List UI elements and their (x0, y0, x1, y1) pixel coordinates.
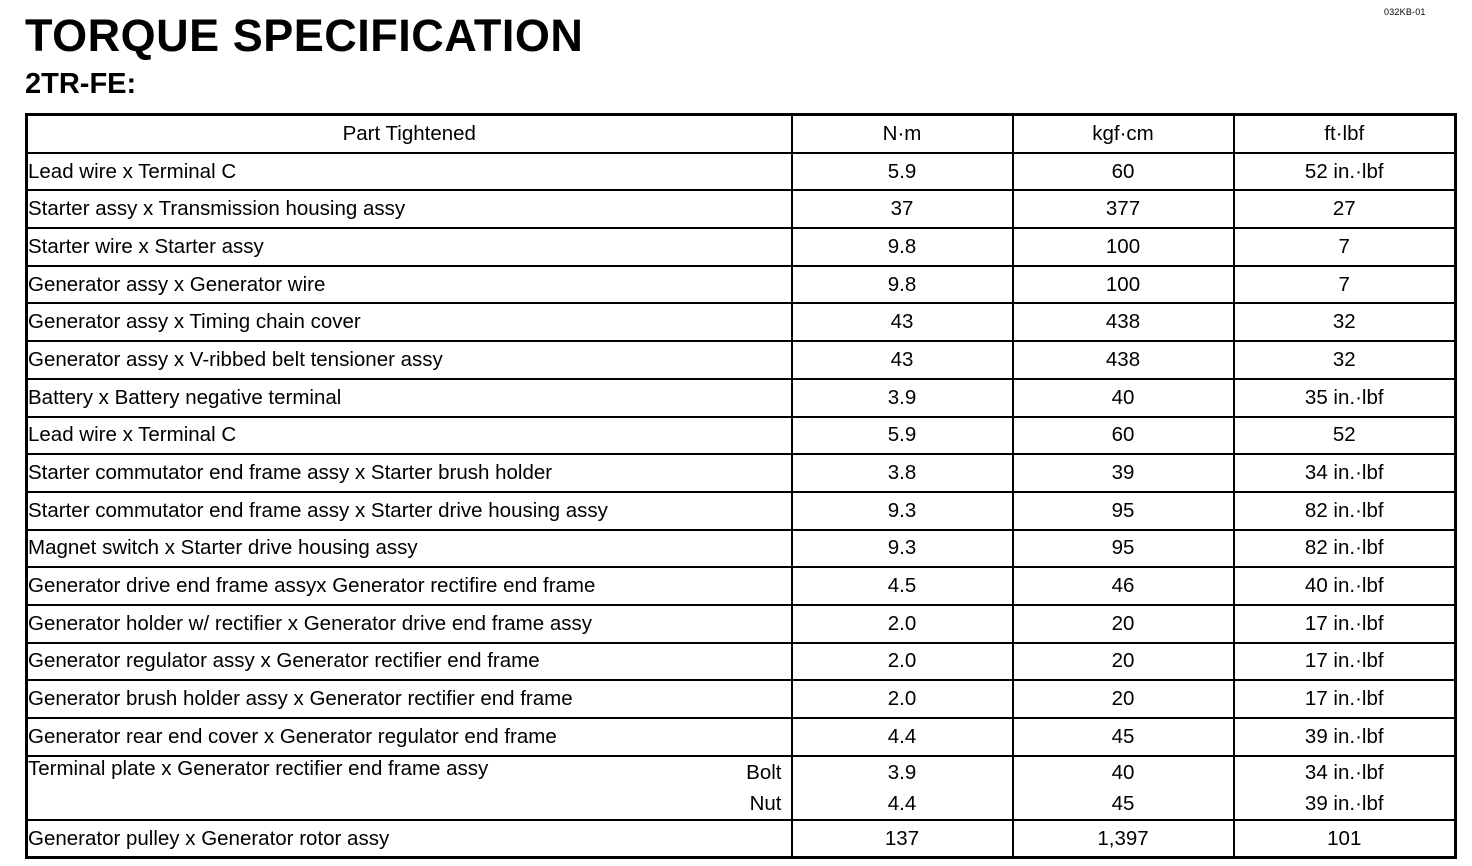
nm-cell: 2.0 (792, 605, 1013, 643)
kgf-cell: 100 (1013, 228, 1234, 266)
ft-cell: 17 in.·lbf (1234, 643, 1456, 681)
table-row (27, 341, 1456, 379)
kgf-cell: 45 (1013, 718, 1234, 756)
nm-cell: 43 (792, 303, 1013, 341)
ft-cell: 52 in.·lbf (1234, 153, 1456, 191)
kgf-cell: 100 (1013, 266, 1234, 304)
table-row (27, 567, 1456, 605)
table-row (27, 266, 1456, 304)
header-part: Part Tightened (27, 115, 792, 153)
table-row (27, 303, 1456, 341)
ft-cell: 32 (1234, 341, 1456, 379)
part-cell: Starter wire x Starter assy (27, 228, 792, 266)
table-row (27, 379, 1456, 417)
nm-cell: 5.9 (792, 153, 1013, 191)
kgf-cell: 438 (1013, 303, 1234, 341)
table-row (27, 153, 1456, 191)
nut-ft: 39 in.·lbf (1304, 791, 1384, 815)
nm-cell: 5.9 (792, 417, 1013, 455)
nm-cell: 137 (792, 820, 1013, 858)
table-row (27, 454, 1456, 492)
bolt-kgf: 40 (1111, 760, 1135, 784)
nm-cell (792, 756, 1013, 820)
nm-cell: 2.0 (792, 643, 1013, 681)
nm-cell: 37 (792, 190, 1013, 228)
header-kgfcm: kgf·cm (1013, 115, 1234, 153)
ft-cell: 32 (1234, 303, 1456, 341)
table-row (27, 680, 1456, 718)
document-code: 032KB-01 (1384, 7, 1426, 17)
header-nm: N·m (792, 115, 1013, 153)
ft-cell: 82 in.·lbf (1234, 492, 1456, 530)
ft-cell: 82 in.·lbf (1234, 530, 1456, 568)
part-cell: Generator assy x Timing chain cover (27, 303, 792, 341)
table-header-row (27, 115, 1456, 153)
torque-table (25, 113, 1457, 859)
part-cell: Generator assy x Generator wire (27, 266, 792, 304)
ft-cell: 7 (1234, 266, 1456, 304)
part-cell (27, 756, 792, 820)
nm-cell: 43 (792, 341, 1013, 379)
kgf-cell: 20 (1013, 643, 1234, 681)
ft-cell: 27 (1234, 190, 1456, 228)
table-row (27, 820, 1456, 858)
nm-cell: 2.0 (792, 680, 1013, 718)
nm-cell: 4.4 (792, 718, 1013, 756)
part-cell: Generator rear end cover x Generator regulator end frame (27, 718, 792, 756)
part-cell: Generator assy x V-ribbed belt tensioner assy (27, 341, 792, 379)
part-cell: Generator holder w/ rectifier x Generator drive end frame assy (27, 605, 792, 643)
ft-cell: 7 (1234, 228, 1456, 266)
ft-cell: 34 in.·lbf (1234, 454, 1456, 492)
nut-label: Nut (749, 791, 782, 815)
nm-cell: 3.8 (792, 454, 1013, 492)
page-title: TORQUE SPECIFICATION (25, 10, 584, 61)
ft-cell (1234, 756, 1456, 820)
bolt-label: Bolt (746, 760, 782, 784)
terminal-part-label: Terminal plate x Generator rectifier end frame assy (28, 756, 489, 780)
kgf-cell: 377 (1013, 190, 1234, 228)
ft-cell: 101 (1234, 820, 1456, 858)
ft-cell: 17 in.·lbf (1234, 680, 1456, 718)
kgf-cell: 46 (1013, 567, 1234, 605)
header-ftlbf: ft·lbf (1234, 115, 1456, 153)
table-row (27, 190, 1456, 228)
nm-cell: 9.8 (792, 228, 1013, 266)
nut-kgf: 45 (1111, 791, 1135, 815)
nm-cell: 9.8 (792, 266, 1013, 304)
part-cell: Magnet switch x Starter drive housing assy (27, 530, 792, 568)
part-cell: Generator pulley x Generator rotor assy (27, 820, 792, 858)
ft-cell: 40 in.·lbf (1234, 567, 1456, 605)
kgf-cell (1013, 756, 1234, 820)
kgf-cell: 95 (1013, 492, 1234, 530)
engine-subtitle: 2TR-FE: (25, 68, 137, 100)
part-cell: Generator regulator assy x Generator rectifier end frame (27, 643, 792, 681)
table-row (27, 228, 1456, 266)
kgf-cell: 39 (1013, 454, 1234, 492)
bolt-ft: 34 in.·lbf (1304, 760, 1384, 784)
part-cell: Lead wire x Terminal C (27, 417, 792, 455)
kgf-cell: 40 (1013, 379, 1234, 417)
table-row (27, 492, 1456, 530)
ft-cell: 52 (1234, 417, 1456, 455)
kgf-cell: 95 (1013, 530, 1234, 568)
kgf-cell: 438 (1013, 341, 1234, 379)
kgf-cell: 60 (1013, 417, 1234, 455)
ft-cell: 35 in.·lbf (1234, 379, 1456, 417)
table-row (27, 718, 1456, 756)
table-row-terminal-plate (27, 756, 1456, 820)
kgf-cell: 60 (1013, 153, 1234, 191)
ft-cell: 39 in.·lbf (1234, 718, 1456, 756)
part-cell: Battery x Battery negative terminal (27, 379, 792, 417)
kgf-cell: 1,397 (1013, 820, 1234, 858)
table-row (27, 530, 1456, 568)
table-row (27, 605, 1456, 643)
bolt-nm: 3.9 (887, 760, 917, 784)
part-cell: Starter commutator end frame assy x Starter drive housing assy (27, 492, 792, 530)
part-cell: Starter commutator end frame assy x Starter brush holder (27, 454, 792, 492)
table-row (27, 643, 1456, 681)
nm-cell: 4.5 (792, 567, 1013, 605)
part-cell: Generator brush holder assy x Generator rectifier end frame (27, 680, 792, 718)
nm-cell: 9.3 (792, 530, 1013, 568)
table-row (27, 417, 1456, 455)
part-cell: Generator drive end frame assyx Generator rectifire end frame (27, 567, 792, 605)
part-cell: Starter assy x Transmission housing assy (27, 190, 792, 228)
nut-nm: 4.4 (887, 791, 917, 815)
part-cell: Lead wire x Terminal C (27, 153, 792, 191)
kgf-cell: 20 (1013, 680, 1234, 718)
nm-cell: 9.3 (792, 492, 1013, 530)
kgf-cell: 20 (1013, 605, 1234, 643)
nm-cell: 3.9 (792, 379, 1013, 417)
ft-cell: 17 in.·lbf (1234, 605, 1456, 643)
